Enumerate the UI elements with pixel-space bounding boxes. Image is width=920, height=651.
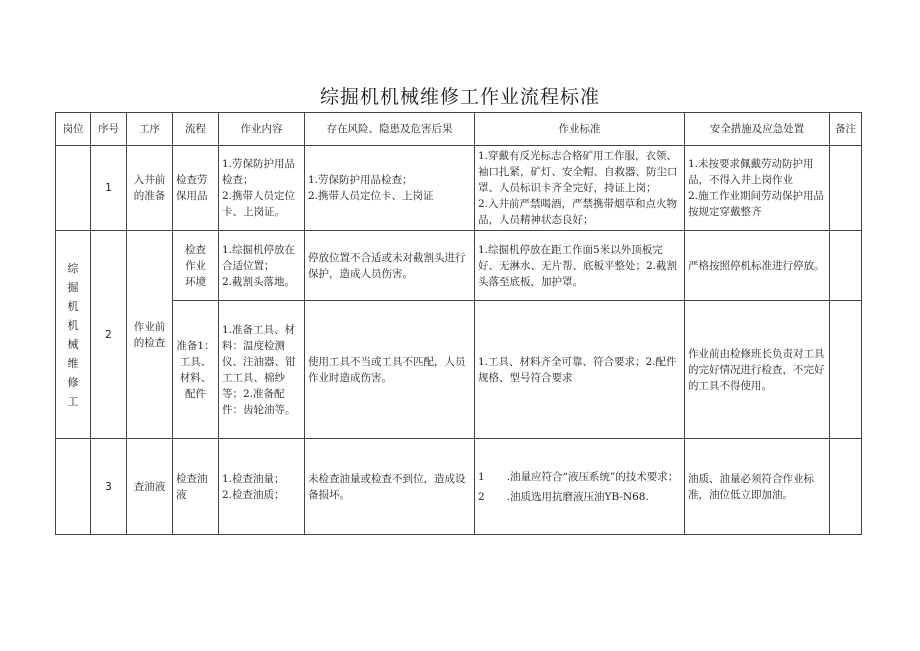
table-row	[56, 146, 862, 231]
cell-fengxian: 1.劳保防护用品检查； 2.携带人员定位卡、上岗证	[305, 146, 475, 231]
cell-liucheng: 检查劳保用品	[173, 146, 219, 231]
cell-gangwei: 综掘机机械维修工	[56, 231, 91, 439]
table-row	[56, 439, 862, 535]
cell-anquan: 作业前由检修班长负责对工具的完好情况进行检查，不完好的工具不得使用。	[685, 301, 830, 439]
cell-neirong: 1.综掘机停放在合适位置； 2.截割头落地。	[219, 231, 305, 301]
process-standard-table	[55, 112, 862, 535]
cell-gongxu: 入井前的准备	[127, 146, 173, 231]
cell-neirong: 1.检查油量； 2.检查油质；	[219, 439, 305, 535]
header-biaozhun: 作业标准	[475, 113, 685, 146]
page-title: 综掘机机械维修工作业流程标准	[319, 86, 600, 108]
cell-beizhu	[830, 439, 862, 535]
cell-biaozhun: 1.工具、材料齐全可靠、符合要求；2.配件规格、型号符合要求	[475, 301, 685, 439]
cell-gangwei-top	[56, 146, 91, 231]
header-neirong: 作业内容	[219, 113, 305, 146]
header-row	[56, 113, 862, 146]
header-liucheng: 流程	[173, 113, 219, 146]
header-fengxian: 存在风险、隐患及危害后果	[305, 113, 475, 146]
cell-fengxian: 使用工具不当或工具不匹配，人员作业时造成伤害。	[305, 301, 475, 439]
cell-gangwei-bottom	[56, 439, 91, 535]
cell-liucheng: 检查油液	[173, 439, 219, 535]
cell-gongxu: 查油液	[127, 439, 173, 535]
cell-neirong: 1.劳保防护用品检查； 2.携带人员定位卡、上岗证。	[219, 146, 305, 231]
table-row	[56, 231, 862, 301]
cell-anquan: 油质、油量必须符合作业标准，油位低立即加油。	[685, 439, 830, 535]
cell-biaozhun: 1 .油量应符合“液压系统”的技术要求； 2 .油质选用抗磨液压油YB-N68.	[475, 439, 685, 535]
cell-xuhao: 3	[91, 439, 127, 535]
cell-neirong: 1.准备工具、材料：温度检测仪、注油器、钳工工具、棉纱等；2.准备配件：齿轮油等。	[219, 301, 305, 439]
table-row	[56, 301, 862, 439]
header-anquan: 安全措施及应急处置	[685, 113, 830, 146]
cell-anquan: 1.未按要求佩戴劳动防护用品，不得入井上岗作业 2.施工作业期间劳动保护用品按规定穿戴整齐	[685, 146, 830, 231]
cell-xuhao: 1	[91, 146, 127, 231]
cell-liucheng: 检查作业环境	[173, 231, 219, 301]
header-gangwei: 岗位	[56, 113, 91, 146]
cell-gongxu: 作业前的检查	[127, 231, 173, 439]
cell-xuhao: 2	[91, 231, 127, 439]
header-gongxu: 工序	[127, 113, 173, 146]
cell-liucheng: 准备1：工具、材料、配件	[173, 301, 219, 439]
cell-beizhu	[830, 231, 862, 301]
cell-fengxian: 未检查油量或检查不到位，造成设备损坏。	[305, 439, 475, 535]
cell-beizhu	[830, 301, 862, 439]
cell-anquan: 严格按照停机标准进行停放。	[685, 231, 830, 301]
header-beizhu: 备注	[830, 113, 862, 146]
cell-biaozhun: 1.穿戴有反光标志合格矿用工作服，衣领、袖口扎紧，矿灯、安全帽、自救器、防尘口罩、人员标识卡齐全完好，持证上岗； 2.入井前严禁喝酒，严禁携带烟草和点火物品，人员精神状态良好；	[475, 146, 685, 231]
cell-biaozhun: 1.综掘机停放在距工作面5米以外顶板完好、无淋水、无片帮、底板平整处；2.截割头落至底板，加护罩。	[475, 231, 685, 301]
cell-fengxian: 停放位置不合适或未对截割头进行保护，造成人员伤害。	[305, 231, 475, 301]
cell-beizhu	[830, 146, 862, 231]
header-xuhao: 序号	[91, 113, 127, 146]
